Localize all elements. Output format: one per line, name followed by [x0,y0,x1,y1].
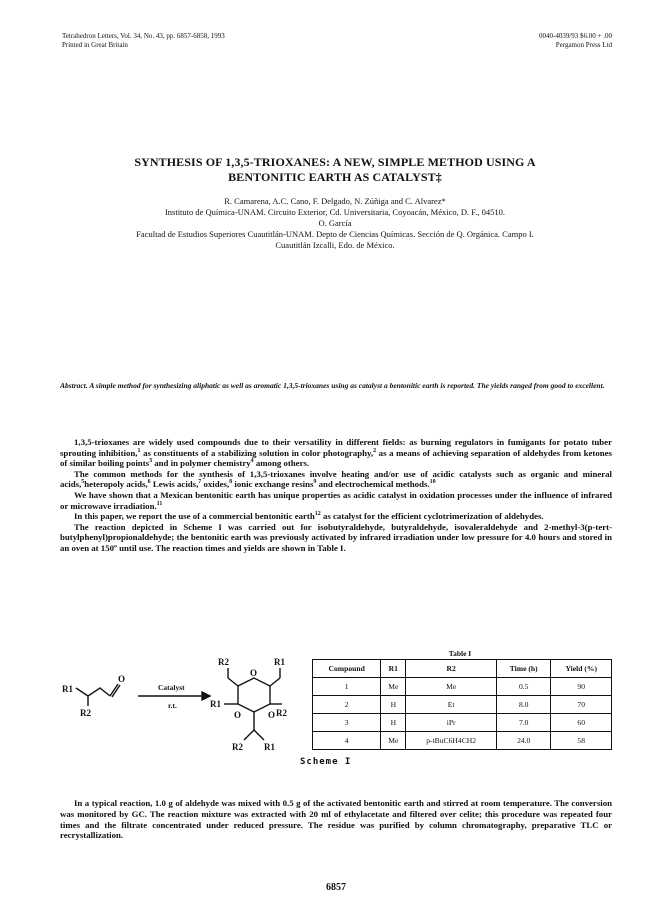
ref-8: 8 [229,479,233,486]
author-name-2: O. García [318,218,352,228]
paragraph-3: We have shown that a Mexican bentonitic earth has unique properties as acidic catalyst in oxidation processes under the influence of infrared or microwave irradiation.$^{11}$ [60,489,612,511]
product-r2-right: R2 [276,708,287,718]
aldehyde-r1-label: R1 [62,684,73,694]
aldehyde-skeleton [76,688,110,696]
ref-11: 11 [156,500,163,507]
ref-4: 4 [250,458,254,465]
page-number: 6857 [326,882,346,893]
rt-label: r.t. [168,701,177,710]
affiliation-2a: Facultad de Estudios Superiores Cuautitlán-UNAM. Depto de Ciencias Químicas. Sección de Q. Orgánica. Campo I. [136,229,534,239]
table-row: 1 Me Me 0.5 90 [313,678,612,696]
paragraph-5: The reaction depicted in Scheme I was carried out for isobutyraldehyde, butyraldehyde, isovaleraldehyde and 2-methyl-3(p-tert-butylphenyl)propionaldehyde; the bentonitic earth was previously activated by infrared irradiation under low pressure for 4.0 hours and stored in an oven at 150º until use. The reaction times and yields are shown in Table I. [60,521,612,553]
ring-o-top: O [250,668,258,678]
col-r1: R1 [381,660,406,678]
paragraph-4: In this paper, we report the use of a commercial bentonitic earth$^{12}$ as catalyst for the efficient cyclotrimerization of aldehydes. [74,511,544,522]
col-time: Time (h) [496,660,550,678]
affiliation-1: Instituto de Química-UNAM. Circuito Exterior, Cd. Universitaria, Coyoacán, México, D. F., 04510. [164,207,506,217]
table-row: 2 H Et 8.0 70 [313,696,612,714]
running-header-right [462,32,612,50]
experimental-paragraph [60,798,612,841]
table-row: 4 Me p-tBuC6H4CH2 24.0 58 [313,732,612,750]
product-r1-left: R1 [210,699,221,709]
scheme-i-diagram [60,650,290,770]
catalyst-label: Catalyst [158,683,185,692]
table-caption: Table I [448,649,472,658]
title-line-1: SYNTHESIS OF 1,3,5-TRIOXANES: A NEW, SIMPLE METHOD USING A [134,155,536,169]
abstract [60,381,610,391]
col-compound: Compound [313,660,381,678]
table-header-row [313,660,612,678]
affiliation-2b: Cuautitlán Izcalli, Edo. de México. [275,240,395,250]
issn-price: 0040-4039/93 $6.00 + .00 [539,32,612,40]
ref-12: 12 [314,511,321,518]
ref-9: 9 [313,479,317,486]
table-row: 3 H iPr 7.0 60 [313,714,612,732]
ref-7: 7 [198,479,202,486]
aldehyde-o-label: O [118,674,126,684]
ring-o-right: O [268,710,276,720]
title-line-2: BENTONITIC EARTH AS CATALYST‡ [228,170,442,184]
col-yield: Yield (%) [551,660,612,678]
body-text [60,437,612,554]
product-r1-top: R1 [274,657,285,667]
table-i [312,659,612,750]
ref-6: 6 [147,479,151,486]
ref-3: 3 [149,458,153,465]
publisher: Pergamon Press Ltd [555,41,612,49]
paragraph-1: 1,3,5-trioxanes are widely used compounds due to their versatility in different fields: as burning regulators in fumigants for potato tuber sprouting inhibition,$^1$ as constituents of a stabilizing solution in color photography,$^2$ as a means of achieving separation of aldehydes from ketones of similar boiling points$^3$ and in polymer chemistry$^4$ among others. [60,437,612,469]
author-block [40,196,630,251]
col-r2: R2 [406,660,497,678]
scheme-label: Scheme I [300,757,352,767]
ref-1: 1 [137,447,141,454]
ref-2: 2 [373,447,377,454]
ring-o-left: O [234,710,242,720]
printed-in: Printed in Great Britain [62,41,128,49]
paragraph-6: In a typical reaction, 1.0 g of aldehyde was mixed with 0.5 g of the activated bentonitic earth and stirred at room temperature. The conversion was monitored by GC. The reaction mixture was extracted with 20 ml of ethylacetate and filtered over celite; this procedure was repeated four times and the filtrate concentrated under reduced pressure. The residue was purified by column chromatography, preparative TLC or recrystallization. [60,798,612,841]
ref-5: 5 [81,479,85,486]
product-r1-bottom: R1 [264,742,275,752]
author-names: R. Camarena, A.C. Cano, F. Delgado, N. Zúñiga and C. Alvarez* [224,196,446,206]
article-title [60,155,610,185]
trioxane-ring [238,678,270,712]
abstract-text: A simple method for synthesizing aliphatic as well as aromatic 1,3,5-trioxanes using as catalyst a bentonitic earth is reported. The yields ranged from good to excellent. [89,381,605,390]
ref-10: 10 [429,479,436,486]
paragraph-2: The common methods for the synthesis of 1,3,5-trioxanes involve heating and/or use of acidic catalysts such as organic and mineral acids,$^5$heteropoly acids,$^6$ Lewis acids,$^7$ oxides,$^8$ ionic exchange resins$^9$ and electrochemical methods.$^{10}$ [60,468,612,490]
product-r2-bottom: R2 [232,742,243,752]
abstract-label: Abstract. [60,381,88,390]
product-r2-top: R2 [218,657,229,667]
aldehyde-r2-label: R2 [80,708,91,718]
journal-citation: Tetrahedron Letters, Vol. 34, No. 43, pp. 6857-6858, 1993 [62,32,225,40]
running-header-left [62,32,382,50]
